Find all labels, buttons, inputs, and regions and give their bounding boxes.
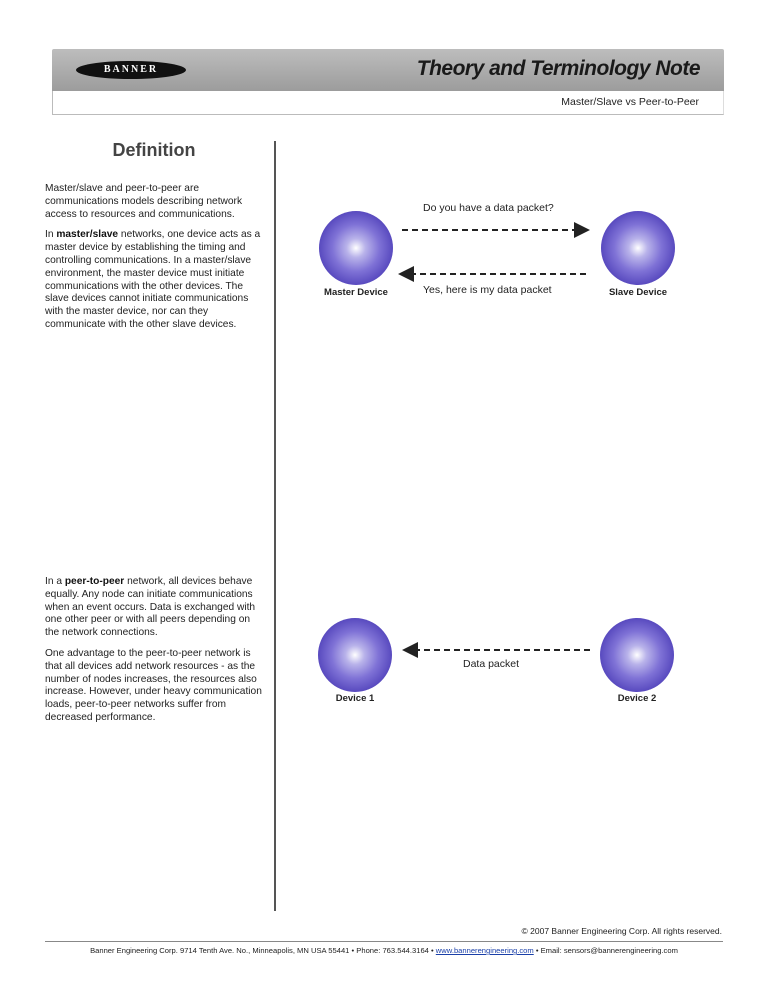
master-device-label: Master Device bbox=[324, 287, 388, 298]
bold-term: master/slave bbox=[56, 229, 119, 241]
device-2-sphere bbox=[600, 618, 674, 692]
master-device-sphere bbox=[319, 211, 393, 285]
request-message: Do you have a data packet? bbox=[423, 202, 554, 214]
device-2-label: Device 2 bbox=[617, 693, 657, 704]
section-heading: Definition bbox=[112, 140, 196, 160]
device-1-sphere bbox=[318, 618, 392, 692]
footer-divider bbox=[45, 941, 723, 942]
text-span: In a bbox=[45, 576, 65, 587]
bold-term: peer-to-peer bbox=[64, 576, 125, 587]
slave-device-sphere bbox=[601, 211, 675, 285]
data-packet-message: Data packet bbox=[463, 658, 520, 670]
footer-address: Banner Engineering Corp. 9714 Tenth Ave. No., Minneapolis, MN USA 55441 • Phone: 763.544.3164 • bbox=[90, 946, 436, 955]
reply-message: Yes, here is my data packet bbox=[423, 284, 552, 296]
footer-contact bbox=[45, 946, 723, 955]
advantage-paragraph: One advantage to the peer-to-peer network is that all devices add network resources - as the number of nodes increases, the resources also increase. However, under heavy communication loads, peer-to-peer networks suffer from decreased performance. bbox=[45, 647, 262, 723]
device-1-label: Device 1 bbox=[335, 693, 375, 704]
copyright-notice: © 2007 Banner Engineering Corp. All rights reserved. bbox=[521, 926, 722, 936]
intro-paragraph: Master/slave and peer-to-peer are communications models describing network access to resources and communications. bbox=[45, 183, 243, 220]
text-span: In bbox=[45, 229, 57, 241]
footer-email: • Email: sensors@bannerengineering.com bbox=[533, 946, 678, 955]
text-span: networks, one device acts as a master device by establishing the timing and controlling communications. In a master/slave environment, the master device must initiate communications with the other devices. The slave devices cannot initiate communications with the master device, nor can they communicate with the other slave devices. bbox=[45, 229, 261, 330]
banner-logo: BANNER bbox=[76, 61, 186, 79]
website-link[interactable]: www.bannerengineering.com bbox=[435, 946, 534, 955]
document-subtitle: Master/Slave vs Peer-to-Peer bbox=[561, 96, 699, 108]
text-span: network, all devices behave equally. Any node can initiate communications when an event occurs. Data is exchanged with one other peer or with all peers depending on the network connections. bbox=[45, 576, 256, 639]
slave-device-label: Slave Device bbox=[608, 287, 668, 298]
document-title: Theory and Terminology Note bbox=[416, 57, 700, 80]
